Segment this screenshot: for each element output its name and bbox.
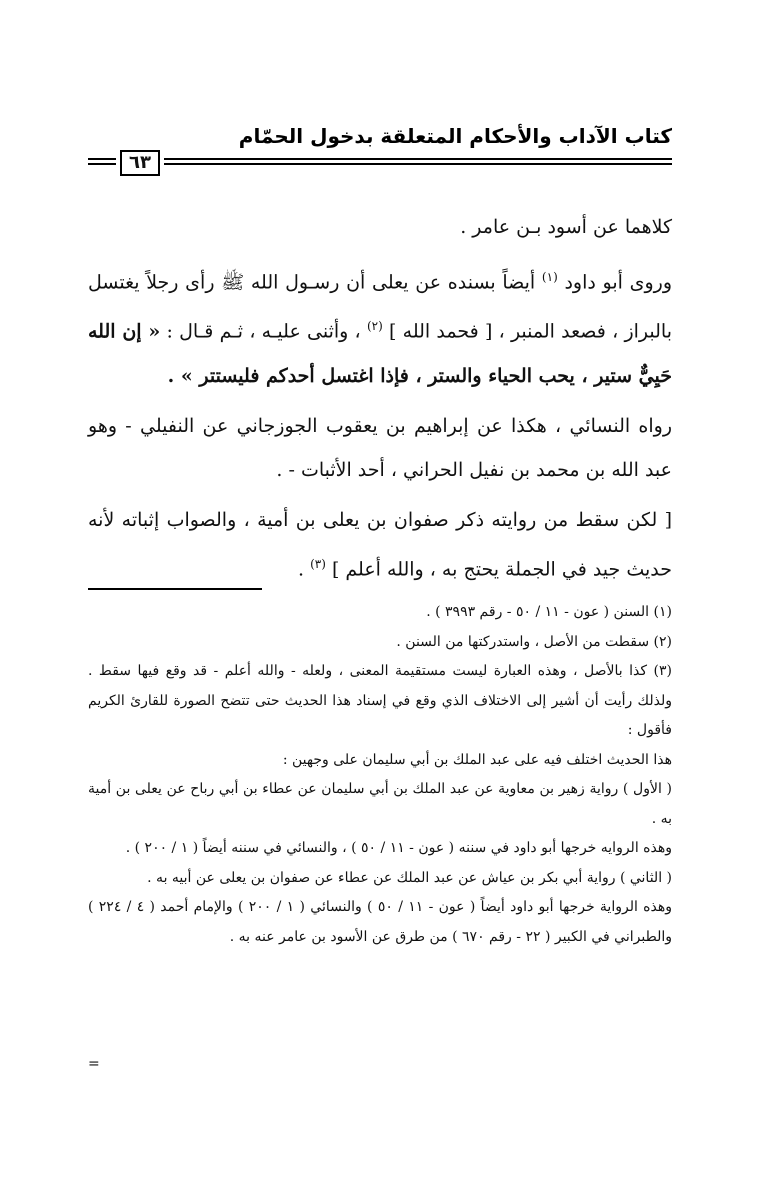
header-rule-right	[164, 158, 672, 170]
footnote-1: (١) السنن ( عون - ١١ / ٥٠ - رقم ٣٩٩٣ ) .	[426, 604, 672, 620]
footnote-3-line-3: ( الأول ) رواية زهير بن معاوية عن عبد الملك بن أبي سليمان عن عطاء بن أبي رباح عن يعلى بن أمية به .	[88, 781, 672, 827]
header-rule-left	[88, 158, 116, 170]
footnotes	[88, 598, 672, 952]
paragraph-4-text-b: .	[298, 557, 311, 580]
main-text	[88, 205, 672, 591]
footnote-ref-1: (١)	[541, 270, 558, 284]
footnote-ref-3: (٣)	[310, 556, 326, 571]
running-header-title: كتاب الآداب والأحكام المتعلقة بدخول الحمّام	[238, 124, 672, 148]
header-rule	[88, 150, 672, 178]
paragraph-2	[88, 255, 672, 398]
footnote-ref-2: (٢)	[366, 319, 383, 334]
paragraph-2-text-a: وروى أبو داود	[557, 271, 672, 294]
footnote-3-line-5: ( الثاني ) رواية أبي بكر بن عياش عن عبد الملك عن عطاء عن صفوان بن يعلى عن أبيه به .	[147, 869, 672, 886]
hadith-quote: « إن الله حَيِيٌّ ستير ، يحب الحياء والستر ، فإذا اغتسل أحدكم فليستتر » .	[88, 320, 672, 387]
footnote-3: (٣) كذا بالأصل ، وهذه العبارة ليست مستقيمة المعنى ، ولعله - والله أعلم - قد وقع فيها سقط . ولذلك رأيت أن أشير إلى الاختلاف الذي وقع في إسناد هذا الحديث حتى تتضح الصورة للقارئ الكريم فأقول :	[88, 663, 672, 738]
footnote-separator	[88, 588, 262, 590]
paragraph-2-text-c: ، وأثنى عليـه ، ثـم قـال :	[160, 320, 367, 343]
footnote-3-line-6: وهذه الرواية خرجها أبو داود أيضاً ( عون - ١١ / ٥٠ ) والنسائي ( ١ / ٢٠٠ ) والإمام أحمد ( ٤ / ٢٢٤ ) والطبراني في الكبير ( ٢٢ - رقم ٦٧٠ ) من طرق عن الأسود بن عامر عنه به .	[88, 899, 672, 945]
paragraph-1: كلاهما عن أسود بـن عامر .	[460, 216, 672, 238]
paragraph-2-text-b: أيضاً بسنده عن يعلى أن رسـول الله ﷺ رأى رجلاً يغتسل بالبراز ، فصعد المنبر ، [ فحمد الله ]	[88, 271, 672, 343]
paragraph-4	[88, 498, 672, 591]
paragraph-3: رواه النسائي ، هكذا عن إبراهيم بن يعقوب الجوزجاني عن النفيلي - وهو عبد الله بن محمد بن نفيل الحراني ، أحد الأثبات - .	[88, 414, 672, 481]
page-number: ٦٣	[120, 150, 160, 176]
continuation-mark: =	[88, 1056, 100, 1072]
footnote-3-line-2: هذا الحديث اختلف فيه على عبد الملك بن أبي سليمان على وجهين :	[282, 751, 672, 768]
paragraph-4-text-a: [ لكن سقط من روايته ذكر صفوان بن يعلى بن أمية ، والصواب إثباته لأنه حديث جيد في الجملة يحتج به ، والله أعلم ]	[88, 508, 672, 580]
footnote-2: (٢) سقطت من الأصل ، واستدركتها من السنن .	[396, 633, 672, 650]
footnote-3-line-4: وهذه الروايه خرجها أبو داود في سننه ( عون - ١١ / ٥٠ ) ، والنسائي في سننه أيضاً ( ١ / ٢٠٠ ) .	[125, 840, 672, 856]
